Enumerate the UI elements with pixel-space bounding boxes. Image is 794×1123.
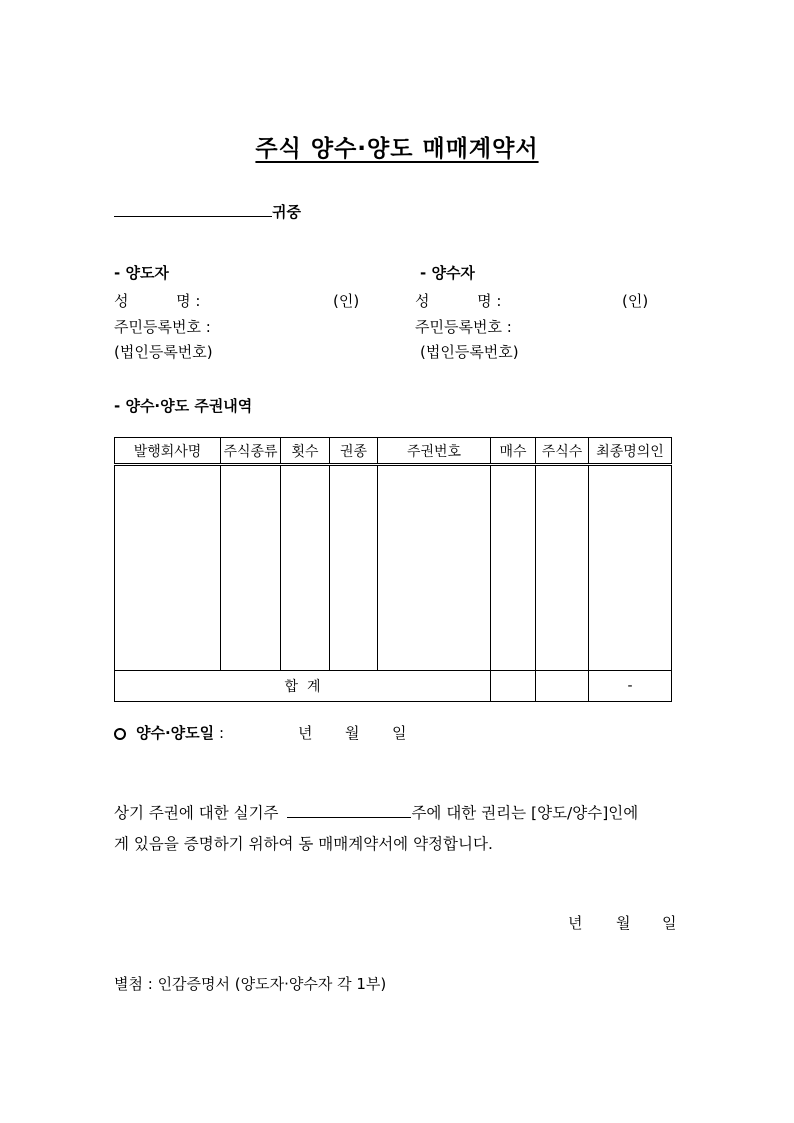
table-header-row (115, 438, 672, 465)
buyer-id-label: 주민등록번호 : (415, 318, 512, 336)
document-title: 주식 양수·양도 매매계약서 (255, 136, 539, 162)
header-issuer: 발행회사명 (115, 438, 221, 465)
body-part-2: 주에 대한 권리는 [양도/양수]인에 (411, 804, 639, 822)
transfer-date-year: 년 (298, 724, 313, 742)
header-share-count: 주식수 (536, 438, 589, 465)
cell-share-type[interactable] (221, 465, 281, 671)
sign-date-year: 년 (568, 914, 583, 932)
sign-date-month: 월 (616, 914, 631, 932)
transfer-date-month: 월 (345, 724, 360, 742)
buyer-name-label: 성 명 : (415, 292, 502, 310)
header-count: 횟수 (281, 438, 330, 465)
table-row (115, 465, 672, 671)
header-final-holder: 최종명의인 (589, 438, 672, 465)
body-part-1: 상기 주권에 대한 실기주 (114, 804, 279, 822)
buyer-corp-id-label: (법인등록번호) (420, 343, 519, 361)
seller-id-label: 주민등록번호 : (114, 318, 211, 336)
share-details-table (114, 437, 672, 702)
transfer-date-day: 일 (392, 724, 407, 742)
total-share-count[interactable] (536, 671, 589, 702)
sign-date-day: 일 (662, 914, 677, 932)
transfer-date-row (114, 722, 224, 743)
addressee-blank[interactable] (114, 202, 272, 217)
seller-name-label: 성 명 : (114, 292, 201, 310)
cell-denomination[interactable] (330, 465, 378, 671)
cell-count[interactable] (281, 465, 330, 671)
transfer-date-colon: : (218, 724, 224, 742)
cell-sheets[interactable] (491, 465, 536, 671)
lost-shares-blank[interactable] (287, 803, 411, 818)
addressee-line (114, 201, 301, 222)
total-row (115, 671, 672, 702)
cell-certificate-number[interactable] (378, 465, 491, 671)
seller-corp-id-label: (법인등록번호) (114, 343, 213, 361)
cell-final-holder[interactable] (589, 465, 672, 671)
buyer-seal: (인) (622, 292, 649, 310)
document-title-block (0, 130, 794, 163)
transfer-date-label: 양수·양도일 (136, 724, 215, 742)
total-label: 합 계 (115, 671, 491, 702)
attachment-note: 별첨 : 인감증명서 (양도자·양수자 각 1부) (114, 975, 387, 993)
buyer-heading: - 양수자 (420, 264, 475, 282)
cell-share-count[interactable] (536, 465, 589, 671)
body-line-2: 게 있음을 증명하기 위하여 동 매매계약서에 약정합니다. (114, 835, 493, 853)
circle-bullet-icon (114, 728, 126, 740)
total-final-holder: - (589, 671, 672, 702)
cell-issuer[interactable] (115, 465, 221, 671)
header-certificate-number: 주권번호 (378, 438, 491, 465)
body-line-1 (114, 801, 638, 823)
header-denomination: 권종 (330, 438, 378, 465)
header-share-type: 주식종류 (221, 438, 281, 465)
seller-heading: - 양도자 (114, 264, 169, 282)
addressee-suffix: 귀중 (272, 203, 301, 221)
details-heading: - 양수·양도 주권내역 (114, 397, 253, 415)
header-sheets: 매수 (491, 438, 536, 465)
seller-seal: (인) (333, 292, 360, 310)
total-sheets[interactable] (491, 671, 536, 702)
